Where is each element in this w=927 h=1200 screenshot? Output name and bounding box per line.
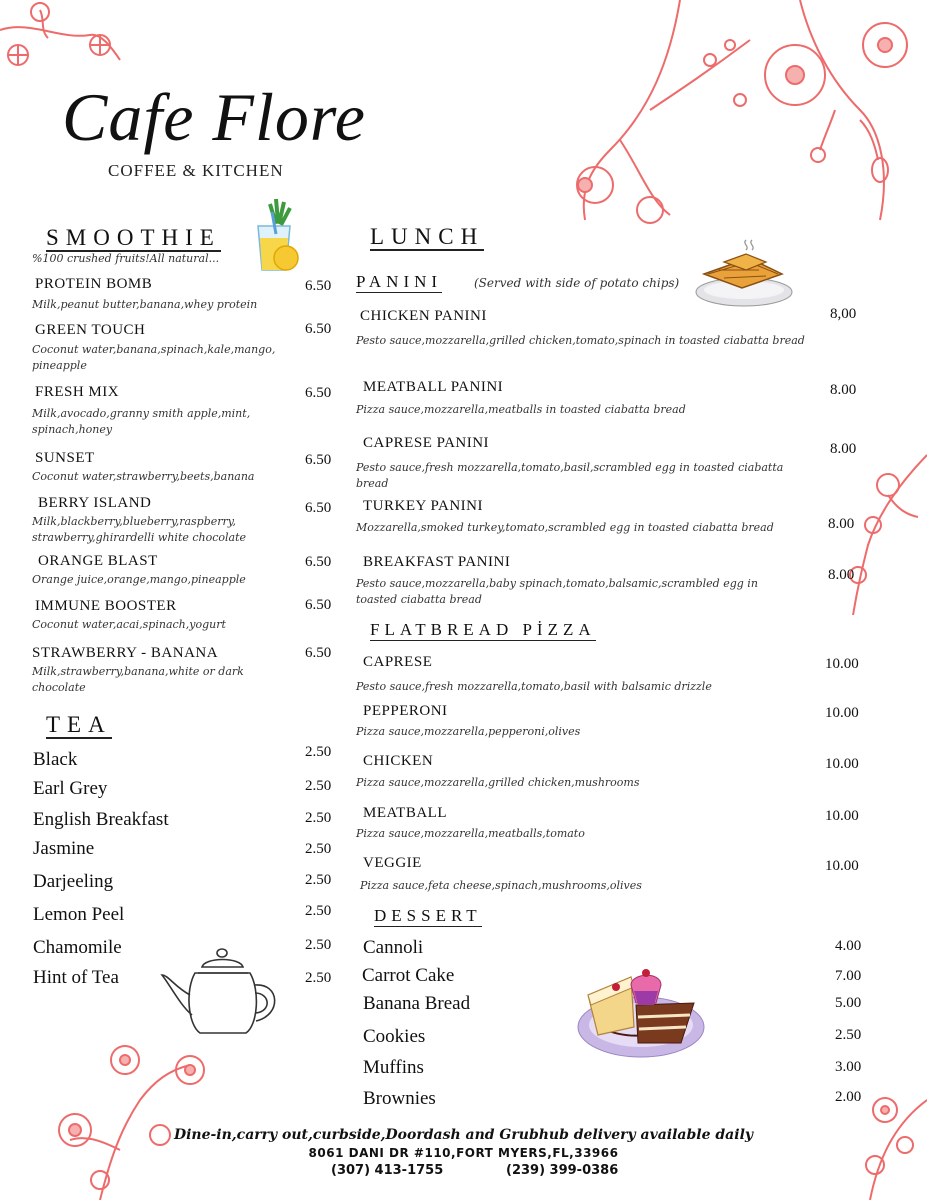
dessert-item-name: Brownies <box>363 1088 436 1109</box>
tea-item-price: 2.50 <box>305 810 332 826</box>
dessert-item-price: 2.00 <box>835 1089 862 1105</box>
dessert-item-name: Carrot Cake <box>362 965 455 986</box>
smoothie-item-desc: Coconut water,acai,spinach,yogurt <box>32 618 226 631</box>
floral-branch-icon <box>838 455 927 615</box>
smoothie-item-name: PROTEIN BOMB <box>35 276 153 292</box>
tea-title: TEA <box>46 712 112 737</box>
smoothie-item-name: BERRY ISLAND <box>38 495 152 511</box>
smoothie-item-desc: Orange juice,orange,mango,pineapple <box>32 573 246 586</box>
smoothie-item-name: IMMUNE BOOSTER <box>35 598 177 614</box>
dessert-plate-icon <box>576 965 706 1060</box>
panini-item-name: TURKEY PANINI <box>363 498 483 514</box>
dessert-item-price: 2.50 <box>835 1027 862 1043</box>
smoothie-item-desc: Milk,blackberry,blueberry,raspberry, strawberry,ghirardelli white chocolate <box>32 515 247 544</box>
smoothie-item-desc: Coconut water,banana,spinach,kale,mango, pineapple <box>32 343 276 372</box>
footer-address: 8061 DANI DR #110,FORT MYERS,FL,33966 <box>308 1146 619 1160</box>
tea-item-price: 2.50 <box>305 872 332 888</box>
tea-item-name: Chamomile <box>33 937 122 958</box>
teapot-icon <box>160 945 285 1040</box>
smoothie-note: %100 crushed fruits!All natural... <box>32 252 220 265</box>
panini-item-desc: Pesto sauce,fresh mozzarella,tomato,basil,scrambled egg in toasted ciabatta bread <box>356 461 784 490</box>
smoothie-item-price: 6.50 <box>305 321 332 337</box>
smoothie-item-desc: Milk,strawberry,banana,white or dark chocolate <box>32 665 244 694</box>
footer-services: Dine-in,carry out,curbside,Doordash and Grubhub delivery available daily <box>173 1127 754 1143</box>
tea-item-name: Lemon Peel <box>33 904 125 925</box>
flatbread-item-price: 10.00 <box>825 656 859 672</box>
flatbread-item-desc: Pizza sauce,mozzarella,pepperoni,olives <box>356 725 581 738</box>
dessert-item-name: Muffins <box>363 1057 424 1078</box>
flatbread-item-price: 10.00 <box>825 858 859 874</box>
dessert-item-price: 4.00 <box>835 938 862 954</box>
footer-phone-2[interactable]: (239) 399-0386 <box>506 1163 619 1178</box>
smoothie-item-name: FRESH MIX <box>35 384 120 400</box>
smoothie-item-price: 6.50 <box>305 385 332 401</box>
floral-branch-icon <box>840 1090 927 1200</box>
smoothie-item-price: 6.50 <box>305 500 332 516</box>
tea-item-price: 2.50 <box>305 778 332 794</box>
tea-item-name: Earl Grey <box>33 778 108 799</box>
smoothie-cup-icon <box>248 194 300 274</box>
panini-item-name: CHICKEN PANINI <box>360 308 487 324</box>
tea-item-price: 2.50 <box>305 937 332 953</box>
smoothie-item-name: STRAWBERRY - BANANA <box>32 645 219 661</box>
panini-title: PANINI <box>356 272 443 291</box>
flatbread-item-desc: Pizza sauce,feta cheese,spinach,mushrooms,olives <box>360 879 642 892</box>
flatbread-item-price: 10.00 <box>825 756 859 772</box>
panini-note: (Served with side of potato chips) <box>474 276 680 290</box>
tea-item-price: 2.50 <box>305 970 332 986</box>
flatbread-item-desc: Pizza sauce,mozzarella,grilled chicken,mushrooms <box>356 776 640 789</box>
panini-item-name: BREAKFAST PANINI <box>363 554 511 570</box>
panini-plate-icon <box>694 236 794 308</box>
smoothie-item-desc: Milk,peanut butter,banana,whey protein <box>32 298 258 311</box>
panini-item-price: 8,00 <box>830 306 857 322</box>
dessert-item-price: 5.00 <box>835 995 862 1011</box>
tea-item-name: Black <box>33 749 78 770</box>
panini-item-price: 8.00 <box>828 567 855 583</box>
dessert-item-name: Cookies <box>363 1026 426 1047</box>
tea-item-price: 2.50 <box>305 744 332 760</box>
tea-item-price: 2.50 <box>305 903 332 919</box>
floral-branch-icon <box>40 1040 220 1200</box>
smoothie-item-name: SUNSET <box>35 450 95 466</box>
panini-item-name: CAPRESE PANINI <box>363 435 490 451</box>
floral-branch-icon <box>560 0 927 235</box>
flatbread-item-desc: Pesto sauce,fresh mozzarella,tomato,basil with balsamic drizzle <box>356 680 712 693</box>
footer-phone-1[interactable]: (307) 413-1755 <box>331 1163 444 1178</box>
smoothie-item-price: 6.50 <box>305 278 332 294</box>
tea-item-price: 2.50 <box>305 841 332 857</box>
flatbread-item-name: VEGGIE <box>363 855 422 871</box>
panini-item-desc: Pesto sauce,mozzarella,baby spinach,tomato,balsamic,scrambled egg in toasted ciabatta bread <box>356 577 758 606</box>
tea-item-name: English Breakfast <box>33 809 169 830</box>
smoothie-item-name: GREEN TOUCH <box>35 322 146 338</box>
tea-item-name: Hint of Tea <box>33 967 119 988</box>
smoothie-item-price: 6.50 <box>305 645 332 661</box>
panini-item-price: 8.00 <box>828 516 855 532</box>
lunch-title: LUNCH <box>370 224 485 249</box>
tea-item-name: Darjeeling <box>33 871 114 892</box>
panini-item-name: MEATBALL PANINI <box>363 379 504 395</box>
smoothie-item-price: 6.50 <box>305 452 332 468</box>
smoothie-item-name: ORANGE BLAST <box>38 553 158 569</box>
tea-item-name: Jasmine <box>33 838 95 859</box>
brand-name: Cafe Flore <box>62 79 366 155</box>
flatbread-item-name: PEPPERONI <box>363 703 448 719</box>
panini-item-desc: Pesto sauce,mozzarella,grilled chicken,tomato,spinach in toasted ciabatta bread <box>356 334 805 347</box>
panini-item-price: 8.00 <box>830 382 857 398</box>
brand-tagline: COFFEE & KITCHEN <box>108 161 284 180</box>
dessert-title: DESSERT <box>374 906 482 925</box>
panini-item-desc: Mozzarella,smoked turkey,tomato,scrambled egg in toasted ciabatta bread <box>356 521 774 534</box>
flatbread-item-name: CAPRESE <box>363 654 433 670</box>
dessert-item-price: 7.00 <box>835 968 862 984</box>
dessert-item-price: 3.00 <box>835 1059 862 1075</box>
flatbread-item-price: 10.00 <box>825 808 859 824</box>
smoothie-title: SMOOTHIE <box>46 225 221 250</box>
flatbread-item-name: MEATBALL <box>363 805 447 821</box>
dessert-item-name: Banana Bread <box>363 993 471 1014</box>
panini-item-desc: Pizza sauce,mozzarella,meatballs in toasted ciabatta bread <box>356 403 686 416</box>
panini-item-price: 8.00 <box>830 441 857 457</box>
smoothie-item-price: 6.50 <box>305 597 332 613</box>
dessert-item-name: Cannoli <box>363 937 424 958</box>
flatbread-item-desc: Pizza sauce,mozzarella,meatballs,tomato <box>356 827 585 840</box>
flatbread-title: FLATBREAD PİZZA <box>370 620 596 639</box>
smoothie-item-desc: Coconut water,strawberry,beets,banana <box>32 470 255 483</box>
smoothie-item-price: 6.50 <box>305 554 332 570</box>
flatbread-item-price: 10.00 <box>825 705 859 721</box>
flatbread-item-name: CHICKEN <box>363 753 434 769</box>
floral-branch-icon <box>0 0 130 90</box>
smoothie-item-desc: Milk,avocado,granny smith apple,mint, spinach,honey <box>32 407 251 436</box>
